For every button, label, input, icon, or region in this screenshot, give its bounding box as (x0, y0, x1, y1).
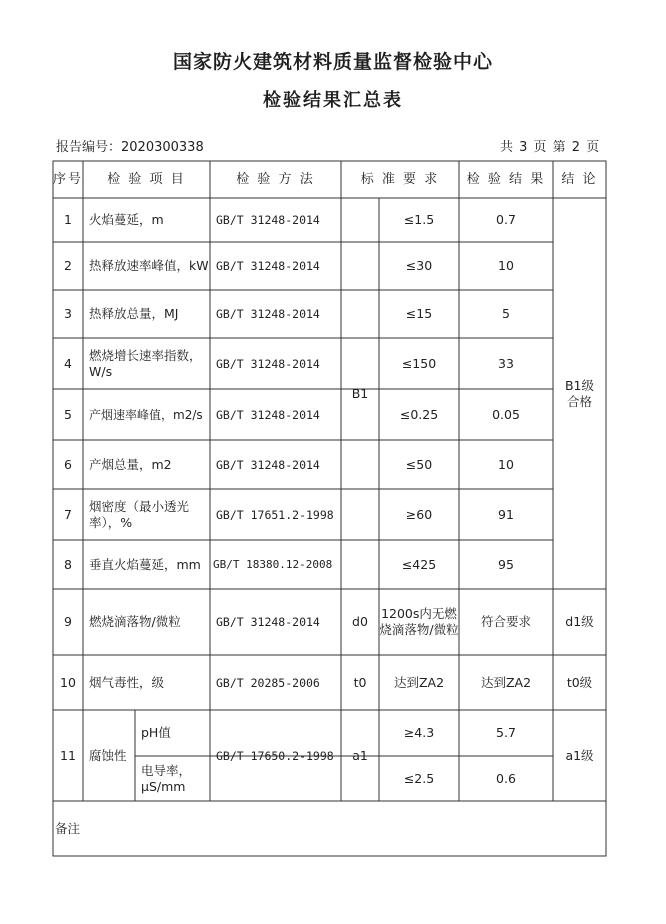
col-header-method: 检 验 方 法 (236, 171, 315, 187)
row-11-conductivity-requirement: ≤2.5 (403, 770, 435, 786)
row-1-method: GB/T 31248-2014 (216, 213, 320, 227)
row-9-requirement: 1200s内无燃烧滴落物/微粒 (379, 606, 459, 637)
document-title: 国家防火建筑材料质量监督检验中心 (172, 51, 493, 73)
row-3-method: GB/T 31248-2014 (216, 307, 320, 321)
row-4-method: GB/T 31248-2014 (216, 356, 320, 371)
row-11-sub-conductivity: 电导率，μS/mm (141, 762, 192, 794)
row-3-item: 热释放总量，MJ (89, 306, 179, 321)
row-5-item: 产烟速率峰值，m2/s (89, 407, 203, 422)
row-5-no: 5 (64, 406, 72, 422)
conclusion-b1-text: B1级合格 (564, 377, 595, 409)
row-6-item: 产烟总量，m2 (89, 456, 172, 472)
col-header-conclusion: 结 论 (561, 171, 598, 187)
row-11-conductivity-result: 0.6 (496, 770, 516, 786)
row-8-method: GB/T 18380.12-2008 (213, 557, 333, 571)
remarks-label: 备注 (55, 820, 81, 836)
row-3-requirement: ≤15 (405, 306, 433, 321)
row-9-conclusion: d1级 (565, 614, 594, 629)
document-subtitle: 检验结果汇总表 (263, 90, 403, 111)
class-b1 (341, 198, 379, 589)
row-6-result: 10 (498, 456, 514, 472)
row-7-no: 7 (64, 506, 72, 522)
row-10-item: 烟气毒性，级 (89, 674, 165, 690)
class-b1-text: B1 (351, 385, 369, 401)
row-11-ph-result: 5.7 (496, 725, 516, 740)
row-2-no: 2 (64, 258, 72, 273)
row-11-item: 腐蚀性 (89, 747, 127, 763)
row-7-method: GB/T 17651.2-1998 (216, 507, 334, 522)
row-9-class: d0 (352, 614, 368, 629)
row-6-requirement: ≤50 (405, 456, 433, 472)
row-10-conclusion: t0级 (566, 674, 593, 690)
row-2-requirement: ≤30 (405, 258, 433, 273)
row-2-item: 热释放速率峰值，kW (89, 258, 209, 273)
row-10-requirement: 达到ZA2 (393, 674, 445, 690)
conclusion-b1 (553, 198, 606, 589)
page-info: 共 3 页 第 2 页 (500, 140, 601, 155)
row-10-method: GB/T 20285-2006 (216, 675, 320, 690)
row-3-result: 5 (502, 306, 510, 321)
row-9-item: 燃烧滴落物/微粒 (89, 614, 181, 629)
row-2-method: GB/T 31248-2014 (216, 259, 320, 273)
row-9-result: 符合要求 (480, 614, 531, 629)
col-header-item: 检 验 项 目 (107, 171, 186, 187)
row-9-no: 9 (64, 614, 72, 629)
row-7-requirement: ≥60 (405, 506, 433, 522)
row-10-no: 10 (60, 674, 76, 690)
col-header-requirement: 标 准 要 求 (360, 171, 440, 187)
row-5-requirement: ≤0.25 (399, 406, 439, 422)
row-5-method: GB/T 31248-2014 (216, 407, 320, 422)
row-6-no: 6 (64, 456, 72, 472)
row-10-class: t0 (353, 674, 367, 690)
row-8-result: 95 (498, 556, 514, 572)
row-7-item: 烟密度（最小透光率），% (89, 498, 190, 530)
row-4-requirement: ≤150 (401, 355, 437, 371)
row-11-ph-requirement: ≥4.3 (403, 725, 435, 740)
row-11-conclusion: a1级 (565, 747, 594, 763)
col-header-result: 检 验 结 果 (466, 171, 546, 187)
row-4-no: 4 (64, 355, 72, 371)
row-1-no: 1 (64, 212, 72, 227)
row-7-result: 91 (498, 506, 514, 522)
row-4-result: 33 (498, 355, 514, 371)
row-1-item: 火焰蔓延，m (89, 212, 164, 227)
row-5-result: 0.05 (492, 406, 520, 422)
row-11-class: a1 (352, 747, 368, 763)
row-10-result: 达到ZA2 (480, 674, 532, 690)
row-8-item: 垂直火焰蔓延，mm (89, 556, 201, 572)
row-1-requirement: ≤1.5 (403, 212, 435, 227)
row-9-method: GB/T 31248-2014 (216, 615, 320, 629)
row-11-method: GB/T 17650.2-1998 (216, 748, 334, 763)
row-11-sub-ph: pH值 (141, 725, 171, 740)
row-3-no: 3 (64, 306, 72, 321)
row-11-no: 11 (60, 747, 76, 763)
row-4-item: 燃烧增长速率指数，W/s (89, 347, 202, 379)
col-header-no: 序号 (53, 171, 84, 187)
row-8-requirement: ≤425 (401, 556, 437, 572)
row-2-result: 10 (498, 258, 514, 273)
row-8-no: 8 (64, 556, 72, 572)
report-number: 报告编号：2020300338 (56, 140, 204, 155)
row-6-method: GB/T 31248-2014 (216, 457, 320, 472)
row-1-result: 0.7 (496, 212, 516, 227)
